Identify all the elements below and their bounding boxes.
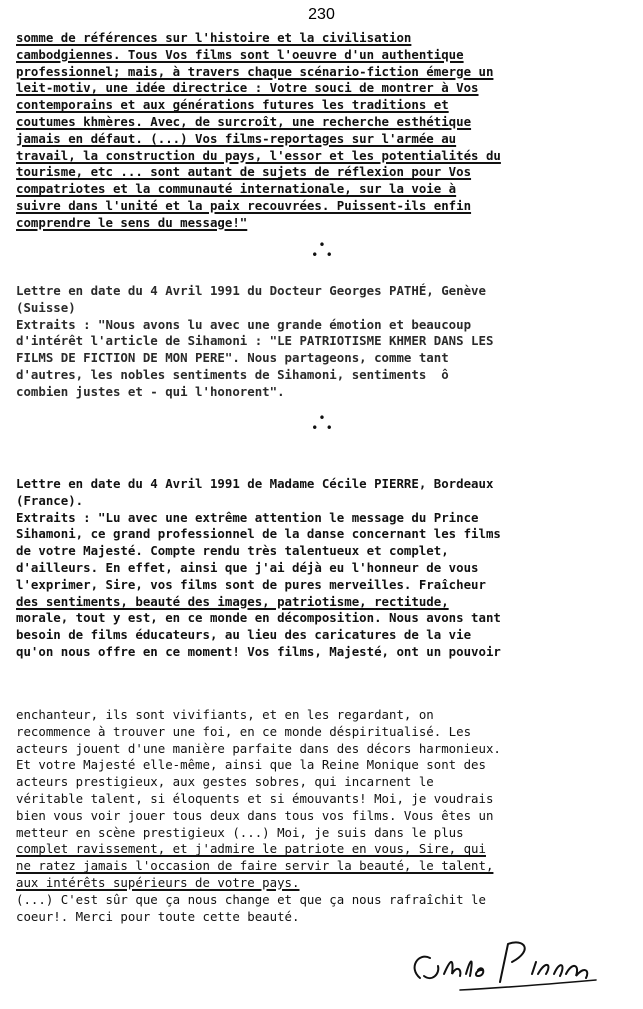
letter-pierre [16, 476, 636, 661]
text-line: cambodgiennes. Tous Vos films sont l'oeuvre d'un authentique [16, 46, 464, 62]
text-line: combien justes et - qui l'honorent". [16, 383, 285, 399]
text-line: tourisme, etc ... sont autant de sujets de réflexion pour Vos [16, 164, 472, 180]
text-line: leit-motiv, une idée directrice : Votre souci de montrer à Vos [16, 80, 479, 96]
text-line: suivre dans l'unité et la paix recouvrées. Puissent-ils enfin [16, 197, 472, 213]
text-line: comprendre le sens du message!" [16, 214, 248, 230]
text-line: ne ratez jamais l'occasion de faire servir la beauté, le talent, [16, 858, 494, 874]
text-line: recommence à trouver une foi, en ce monde déspiritualisé. Les [16, 723, 472, 739]
text-line: enchanteur, ils sont vivifiants, et en les regardant, on [16, 707, 434, 722]
text-line: qu'on nous offre en ce moment! Vos films, Majesté, ont un pouvoir [16, 643, 501, 659]
letter-pathe [16, 283, 636, 401]
text-line: des sentiments, beauté des images, patriotisme, rectitude, [16, 593, 449, 609]
page-number: 230 [308, 6, 335, 23]
text-line: professionnel; mais, à travers chaque scénario-fiction émerge un [16, 63, 494, 79]
text-line: somme de références sur l'histoire et la civilisation [16, 30, 412, 45]
letter-heading: Lettre en date du 4 Avril 1991 du Docteur Georges PATHÉ, Genève [16, 283, 486, 298]
text-line: (...) C'est sûr que ça nous change et que ça nous rafraîchit le [16, 891, 486, 907]
letter-heading: Lettre en date du 4 Avril 1991 de Madame Cécile PIERRE, Bordeaux [16, 476, 494, 491]
text-line: complet ravissement, et j'admire le patriote en vous, Sire, qui [16, 841, 486, 857]
text-line: bien vous voir jouer tous deux dans tous vos films. Vous êtes un [16, 807, 494, 823]
text-line: d'intérêt l'article de Sihamoni : "LE PATRIOTISME KHMER DANS LES [16, 333, 494, 349]
text-line: coutumes khmères. Avec, de surcroît, une recherche esthétique [16, 113, 472, 129]
text-line: Et votre Majesté elle-même, ainsi que la Reine Monique sont des [16, 757, 486, 773]
text-line: d'ailleurs. En effet, ainsi que j'ai déjà eu l'honneur de vous [16, 559, 479, 575]
text-line: contemporains et aux générations futures les traditions et [16, 97, 449, 113]
letter-excerpt-continuation [16, 30, 636, 232]
text-line: acteurs prestigieux, aux gestes sobres, qui incarnent le [16, 774, 434, 790]
letter-pierre-continuation [16, 707, 636, 925]
text-line: l'exprimer, Sire, vos films sont de pures merveilles. Fraîcheur [16, 576, 486, 592]
section-separator: • • • [311, 411, 333, 435]
text-line: de votre Majesté. Compte rendu très talentueux et complet, [16, 543, 449, 559]
text-line: besoin de films éducateurs, au lieu des caricatures de la vie [16, 627, 472, 643]
text-line: Sihamoni, ce grand professionnel de la danse concernant les films [16, 526, 501, 542]
letter-heading-location: (France). [16, 492, 84, 508]
text-line: acteurs jouent d'une manière parfaite dans des décors harmonieux. [16, 740, 501, 756]
letter-heading-location: (Suisse) [16, 299, 76, 315]
extract-line: Extraits : "Lu avec une extrême attention le message du Prince [16, 509, 479, 525]
text-line: jamais en défaut. (...) Vos films-reportages sur l'armée au [16, 130, 457, 146]
text-line: véritable talent, si éloquents et si émouvants! Moi, je voudrais [16, 790, 494, 806]
handwritten-signature [400, 930, 600, 1000]
text-line: morale, tout y est, en ce monde en décomposition. Nous avons tant [16, 610, 501, 626]
extract-line: Extraits : "Nous avons lu avec une grande émotion et beaucoup [16, 316, 472, 332]
text-line: compatriotes et la communauté internationale, sur la voie à [16, 181, 457, 197]
text-line: metteur en scène prestigieux (...) Moi, je suis dans le plus [16, 824, 464, 840]
section-separator: • • • [311, 238, 333, 262]
text-line: aux intérêts supérieurs de votre pays. [16, 874, 300, 890]
text-line: FILMS DE FICTION DE MON PERE". Nous partageons, comme tant [16, 350, 449, 366]
text-line: travail, la construction du pays, l'essor et les potentialités du [16, 147, 501, 163]
text-line: d'autres, les nobles sentiments de Sihamoni, sentiments ô [16, 366, 449, 382]
text-line: coeur!. Merci pour toute cette beauté. [16, 908, 300, 924]
